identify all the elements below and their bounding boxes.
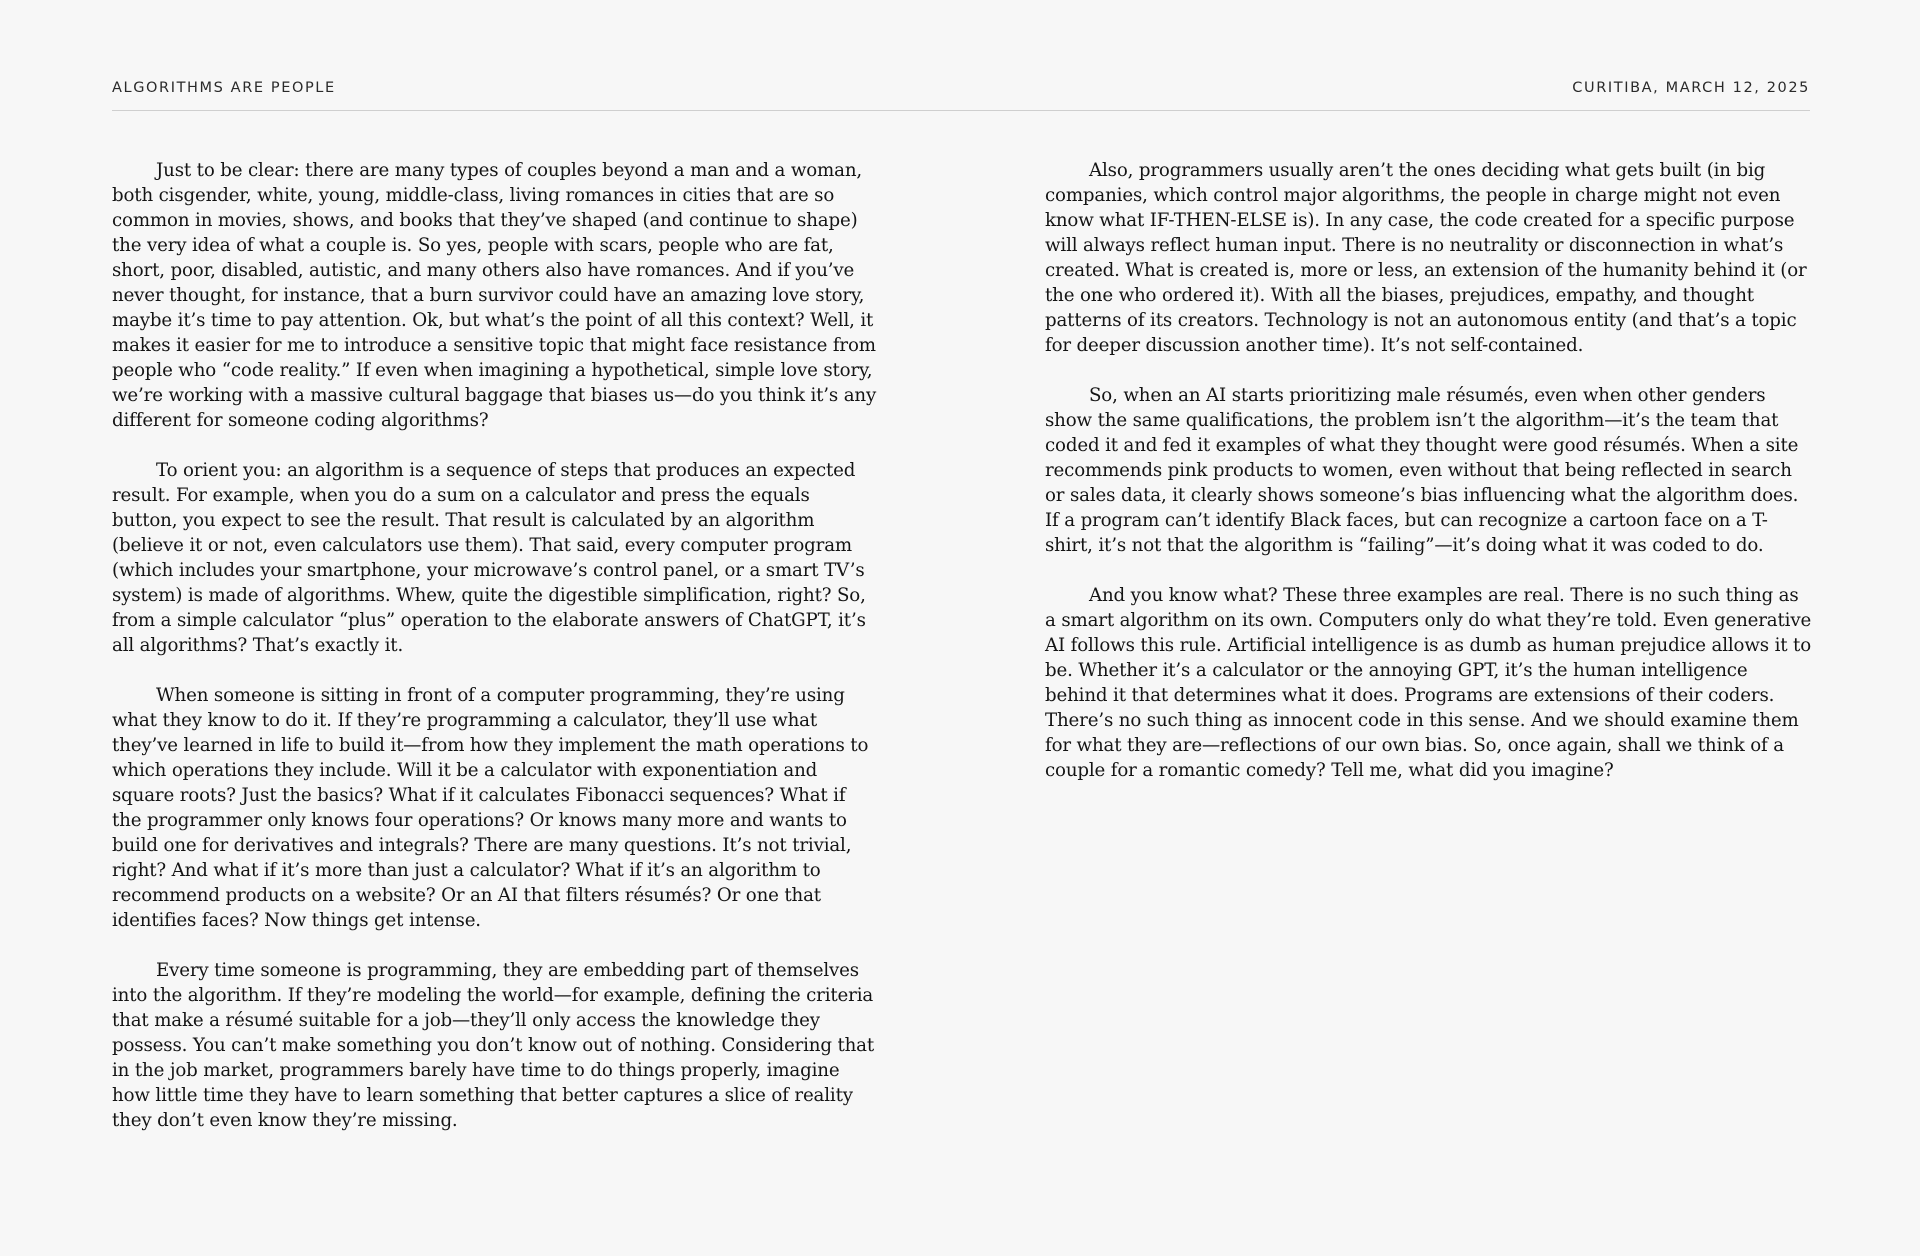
document-title: ALGORITHMS ARE PEOPLE [112,80,336,96]
left-column [112,158,877,1158]
paragraph: Also, programmers usually aren’t the ones deciding what gets built (in big companies, which control major algorithms, the people in charge might not even know what IF-THEN-ELSE is). In any case, the code created for a specific purpose will always reflect human input. There is no neutrality or disconnection in what’s created. What is created is, more or less, an extension of the humanity behind it (or the one who ordered it). With all the biases, prejudices, empathy, and thought patterns of its creators. Technology is not an autonomous entity (and that’s a topic for deeper discussion another time). It’s not self-contained. [1045,160,1807,356]
paragraph: And you know what? These three examples are real. There is no such thing as a smart algorithm on its own. Computers only do what they’re told. Even generative AI follows this rule. Artificial intelligence is as dumb as human prejudice allows it to be. Whether it’s a calculator or the annoying GPT, it’s the human intelligence behind it that determines what it does. Programs are extensions of their coders. There’s no such thing as innocent code in this sense. And we should examine them for what they are—reflections of our own bias. So, once again, shall we think of a couple for a romantic comedy? Tell me, what did you imagine? [1045,585,1812,781]
paragraph: So, when an AI starts prioritizing male résumés, even when other genders show the same qualifications, the problem isn’t the algorithm—it’s the team that coded it and fed it examples of what they thought were good résumés. When a site recommends pink products to women, even without that being reflected in search or sales data, it clearly shows someone’s bias influencing what the algorithm does. If a program can’t identify Black faces, but can recognize a cartoon face on a T-shirt, it’s not that the algorithm is “failing”—it’s doing what it was coded to do. [1045,385,1799,556]
paragraph: To orient you: an algorithm is a sequence of steps that produces an expected result. For example, when you do a sum on a calculator and press the equals button, you expect to see the result. That result is calculated by an algorithm (believe it or not, even calculators use them). That said, every computer program (which includes your smartphone, your microwave’s control panel, or a smart TV’s system) is made of algorithms. Whew, quite the digestible simplification, right? So, from a simple calculator “plus” operation to the elaborate answers of ChatGPT, it’s all algorithms? That’s exactly it. [112,460,866,656]
page-header [112,78,1810,111]
paragraph: Just to be clear: there are many types of couples beyond a man and a woman, both cisgender, white, young, middle-class, living romances in cities that are so common in movies, shows, and books that they’ve shaped (and continue to shape) the very idea of what a couple is. So yes, people with scars, people who are fat, short, poor, disabled, autistic, and many others also have romances. And if you’ve never thought, for instance, that a burn survivor could have an amazing love story, maybe it’s time to pay attention. Ok, but what’s the point of all this context? Well, it makes it easier for me to introduce a sensitive topic that might face resistance from people who “code reality.” If even when imagining a hypothetical, simple love story, we’re working with a massive cultural baggage that biases us—do you think it’s any different for someone coding algorithms? [112,160,877,431]
paragraph: Every time someone is programming, they are embedding part of themselves into the algorithm. If they’re modeling the world—for example, defining the criteria that make a résumé suitable for a job—they’ll only access the knowledge they possess. You can’t make something you don’t know out of nothing. Considering that in the job market, programmers barely have time to do things properly, imagine how little time they have to learn something that better captures a slice of reality they don’t even know they’re missing. [112,960,875,1131]
place-date: CURITIBA, MARCH 12, 2025 [1572,80,1810,96]
paragraph: When someone is sitting in front of a computer programming, they’re using what they know to do it. If they’re programming a calculator, they’ll use what they’ve learned in life to build it—from how they implement the math operations to which operations they include. Will it be a calculator with exponentiation and square roots? Just the basics? What if it calculates Fibonacci sequences? What if the programmer only knows four operations? Or knows many more and wants to build one for derivatives and integrals? There are many questions. It’s not trivial, right? And what if it’s more than just a calculator? What if it’s an algorithm to recommend products on a website? Or an AI that filters résumés? Or one that identifies faces? Now things get intense. [112,685,869,931]
right-column [1045,158,1813,808]
